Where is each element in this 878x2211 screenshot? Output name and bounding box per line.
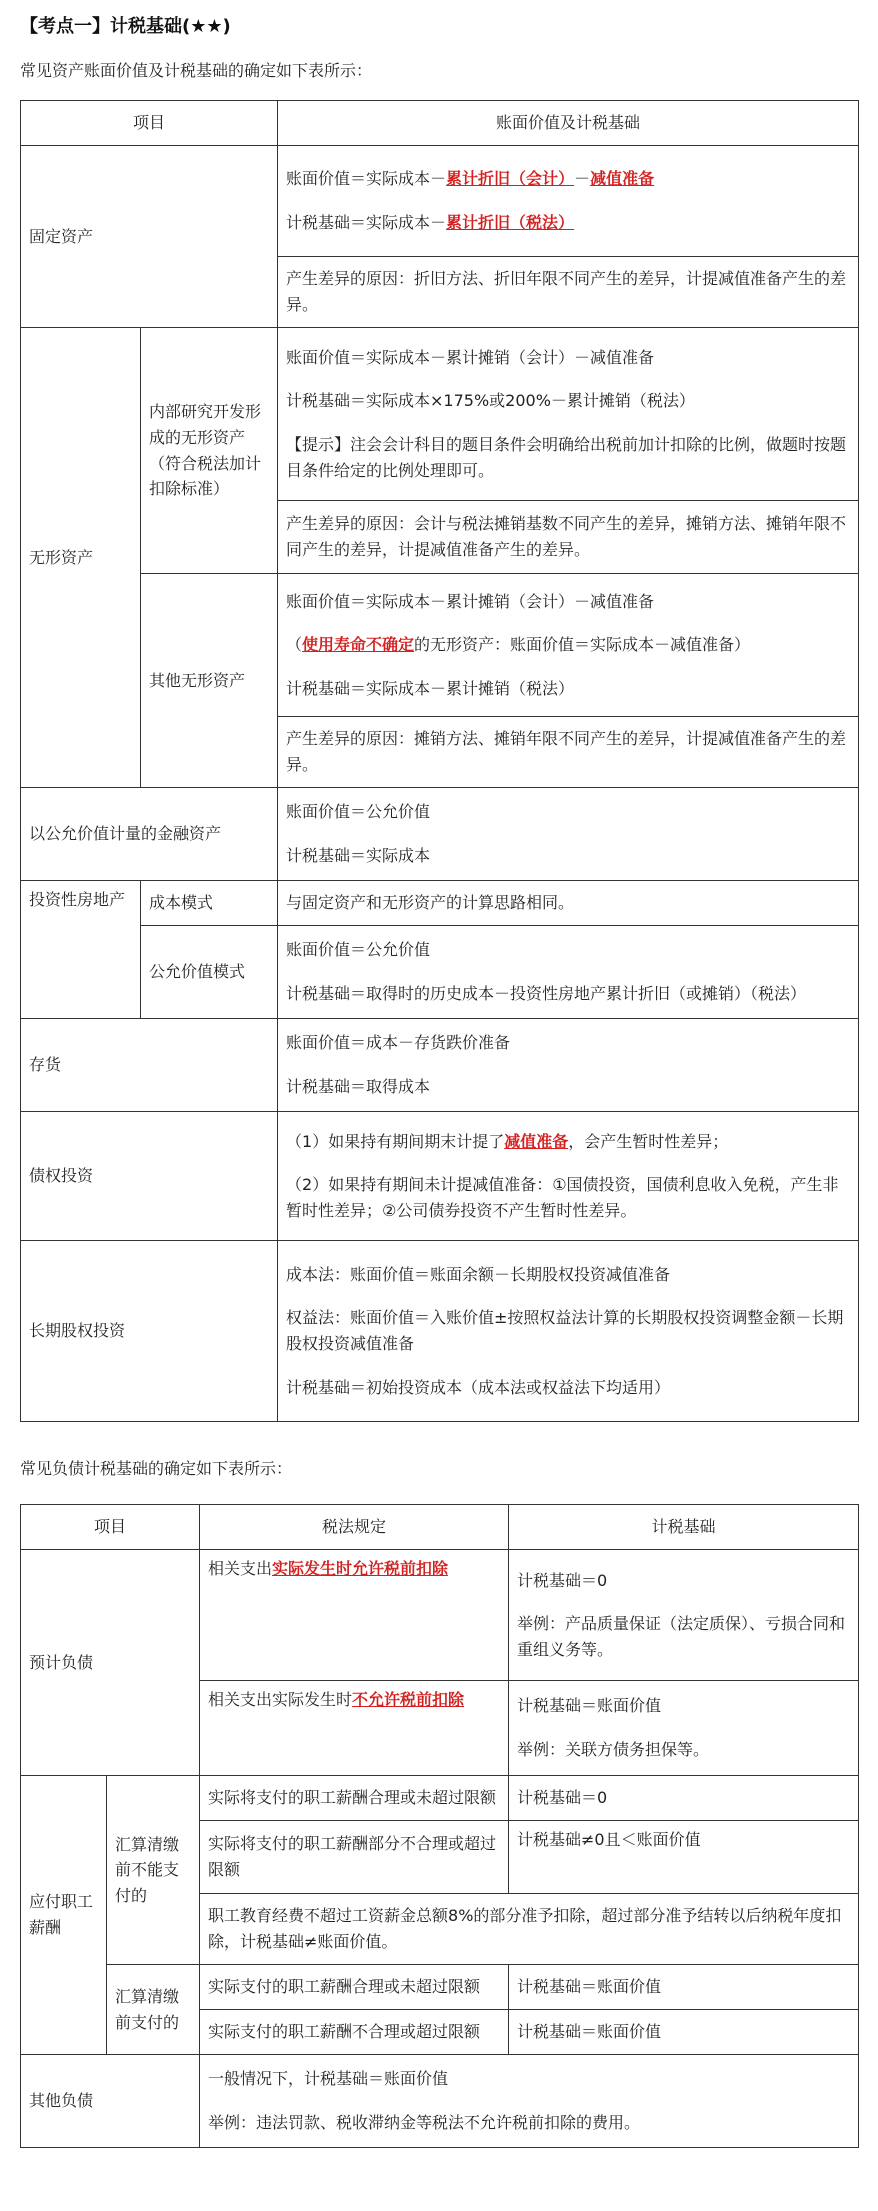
provision-label: 预计负债	[21, 1550, 200, 1776]
ltequity-row	[21, 1241, 859, 1422]
payroll-g2-r1-rule: 实际支付的职工薪酬合理或未超过限额	[200, 1965, 509, 2010]
liabilities-intro: 常见负债计税基础的确定如下表所示：	[20, 1459, 293, 1478]
other-liabilities-basis: 一般情况下，计税基础＝账面价值	[208, 2069, 449, 2089]
other-liabilities-label: 其他负债	[21, 2055, 200, 2148]
assets-intro: 常见资产账面价值及计税基础的确定如下表所示：	[20, 61, 373, 80]
debt-label: 债权投资	[21, 1112, 278, 1241]
assets-header-value: 账面价值及计税基础	[278, 101, 859, 146]
payroll-g2-r2-basis: 计税基础＝账面价值	[509, 2010, 859, 2055]
fvfa-row	[21, 788, 859, 881]
liab-header-rule: 税法规定	[200, 1505, 509, 1550]
intangible-rd-book-value: 账面价值＝实际成本－累计摊销（会计）－减值准备	[286, 347, 655, 367]
fvfa-tax-basis: 计税基础＝实际成本	[286, 846, 431, 865]
ltequity-formulas	[278, 1241, 859, 1422]
inventory-book-value: 账面价值＝成本－存货跌价准备	[286, 1033, 511, 1053]
intangible-other-reason: 产生差异的原因：摊销方法、摊销年限不同产生的差异，计提减值准备产生的差异。	[278, 717, 859, 788]
assets-header-item: 项目	[21, 101, 278, 146]
fixed-assets-label: 固定资产	[21, 146, 278, 328]
fixed-assets-formulas	[278, 146, 859, 257]
payroll-g1-label: 汇算清缴前不能支付的	[107, 1776, 200, 1965]
payroll-g2-label: 汇算清缴前支付的	[107, 1965, 200, 2055]
liab-header-item: 项目	[21, 1505, 200, 1550]
liab-header-basis: 计税基础	[509, 1505, 859, 1550]
inventory-tax-basis: 计税基础＝取得成本	[286, 1077, 431, 1096]
assets-table	[20, 100, 859, 1422]
intangible-other-tax-basis: 计税基础＝实际成本－累计摊销（税法）	[286, 678, 575, 698]
provision-example-1: 举例：产品质量保证（法定质保）、亏损合同和重组义务等。	[517, 1614, 846, 1659]
inventory-label: 存货	[21, 1019, 278, 1112]
other-liabilities-example: 举例：违法罚款、税收滞纳金等税法不允许税前扣除的费用。	[208, 2113, 641, 2132]
inventory-row	[21, 1019, 859, 1112]
debt-formulas	[278, 1112, 859, 1241]
intangible-rd-formulas	[278, 328, 859, 501]
fvfa-formulas	[278, 788, 859, 881]
intangible-rd-tip: 【提示】注会会计科目的题目条件会明确给出税前加计扣除的比例，做题时按题目条件给定的比例处理即可。	[286, 435, 847, 480]
payroll-g2-r1-basis: 计税基础＝账面价值	[509, 1965, 859, 2010]
intangible-rd-row	[21, 328, 859, 501]
payroll-g1-row-1	[21, 1776, 859, 1821]
intangible-other-label: 其他无形资产	[141, 574, 278, 788]
invprop-fv-row	[21, 926, 859, 1019]
ltequity-label: 长期股权投资	[21, 1241, 278, 1422]
provision-example-2: 举例：关联方债务担保等。	[517, 1740, 710, 1759]
intangible-rd-tax-basis: 计税基础＝实际成本×175%或200%－累计摊销（税法）	[286, 391, 695, 411]
provision-basis-2-value: 计税基础＝账面价值	[517, 1696, 662, 1716]
fixed-tax-basis: 计税基础＝实际成本－累计折旧（税法）	[286, 213, 575, 232]
invprop-fv-tax-basis: 计税基础＝取得时的历史成本－投资性房地产累计折旧（或摊销）（税法）	[286, 984, 807, 1003]
intangible-indefinite-note: （使用寿命不确定的无形资产：账面价值＝实际成本－减值准备）	[286, 635, 751, 655]
section-title: 【考点一】计税基础(★★)	[20, 16, 231, 37]
payroll-g1-r2-rule: 实际将支付的职工薪酬部分不合理或超过限额	[200, 1821, 509, 1894]
debt-case-2: （2）如果持有期间未计提减值准备：①国债投资，国债利息收入免税，产生非暂时性差异；②公司债券投资不产生暂时性差异。	[286, 1175, 839, 1220]
intangible-other-book-value: 账面价值＝实际成本－累计摊销（会计）－减值准备	[286, 591, 655, 611]
fixed-book-value: 账面价值＝实际成本－累计折旧（会计）－减值准备	[286, 169, 655, 189]
payroll-g2-r2-rule: 实际支付的职工薪酬不合理或超过限额	[200, 2010, 509, 2055]
payroll-g2-row-1	[21, 1965, 859, 2010]
invprop-fv-book-value: 账面价值＝公允价值	[286, 940, 431, 960]
assets-header-row	[21, 101, 859, 146]
ltequity-tax-basis: 计税基础＝初始投资成本（成本法或权益法下均适用）	[286, 1377, 671, 1397]
intangible-other-row	[21, 574, 859, 717]
invprop-cost-row	[21, 881, 859, 926]
invprop-label: 投资性房地产	[21, 881, 141, 1019]
fixed-assets-reason: 产生差异的原因：折旧方法、折旧年限不同产生的差异，计提减值准备产生的差异。	[278, 257, 859, 328]
liabilities-table	[20, 1504, 859, 2148]
payroll-g1-r1-basis: 计税基础＝0	[509, 1776, 859, 1821]
payroll-education-fund: 职工教育经费不超过工资薪金总额8%的部分准予扣除，超过部分准予结转以后纳税年度扣除，计税基础≠账面价值。	[200, 1894, 859, 1965]
debt-row	[21, 1112, 859, 1241]
provision-basis-1-value: 计税基础＝0	[517, 1570, 608, 1590]
provision-basis-2	[509, 1681, 859, 1776]
payroll-g1-r2-basis: 计税基础≠0且＜账面价值	[509, 1821, 859, 1894]
invprop-fv-formulas	[278, 926, 859, 1019]
fvfa-label: 以公允价值计量的金融资产	[21, 788, 278, 881]
intangible-other-formulas	[278, 574, 859, 717]
fvfa-book-value: 账面价值＝公允价值	[286, 802, 431, 822]
invprop-cost-text: 与固定资产和无形资产的计算思路相同。	[278, 881, 859, 926]
invprop-cost-label: 成本模式	[141, 881, 278, 926]
ltequity-equity-method: 权益法：账面价值＝入账价值±按照权益法计算的长期股权投资调整金额－长期股权投资减值准备	[286, 1308, 844, 1353]
payroll-g1-r1-rule: 实际将支付的职工薪酬合理或未超过限额	[200, 1776, 509, 1821]
intangible-rd-label: 内部研究开发形成的无形资产（符合税法加计扣除标准）	[141, 328, 278, 574]
intangible-label: 无形资产	[21, 328, 141, 788]
ltequity-cost-method: 成本法：账面价值＝账面余额－长期股权投资减值准备	[286, 1264, 671, 1284]
debt-case-1: （1）如果持有期间期末计提了减值准备，会产生暂时性差异；	[286, 1131, 729, 1151]
provision-row-1	[21, 1550, 859, 1681]
provision-basis-1	[509, 1550, 859, 1681]
payroll-label: 应付职工薪酬	[21, 1776, 107, 2055]
invprop-fv-label: 公允价值模式	[141, 926, 278, 1019]
other-liabilities-row	[21, 2055, 859, 2148]
provision-rule-2: 相关支出实际发生时不允许税前扣除	[200, 1681, 509, 1776]
liabilities-header-row	[21, 1505, 859, 1550]
fixed-assets-row	[21, 146, 859, 257]
other-liabilities-text	[200, 2055, 859, 2148]
inventory-formulas	[278, 1019, 859, 1112]
intangible-rd-reason: 产生差异的原因：会计与税法摊销基数不同产生的差异，摊销方法、摊销年限不同产生的差异，计提减值准备产生的差异。	[278, 501, 859, 574]
provision-rule-1: 相关支出实际发生时允许税前扣除	[200, 1550, 509, 1681]
